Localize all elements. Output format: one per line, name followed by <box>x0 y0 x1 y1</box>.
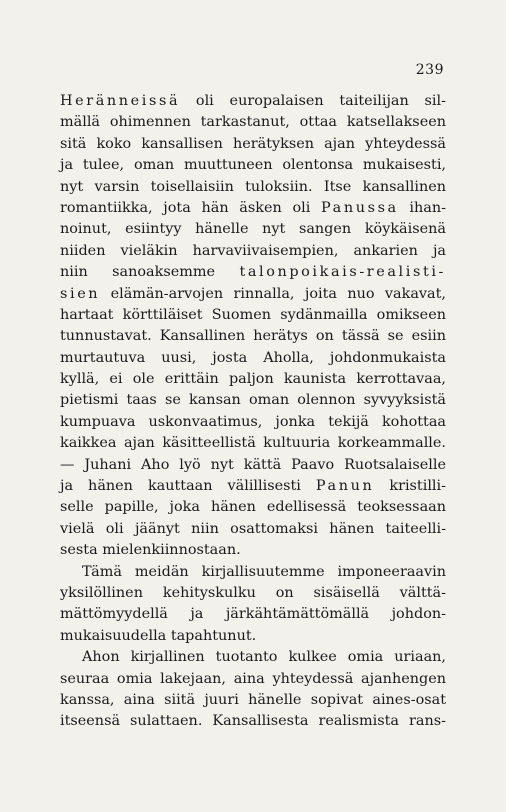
text-run: niin sanoaksemme <box>60 264 240 281</box>
text-line <box>60 284 446 305</box>
text-run: ja tulee, oman muuttuneen olentonsa mukaisesti, <box>60 157 446 174</box>
text-line <box>60 155 446 176</box>
text-line <box>60 540 446 561</box>
page-number: 239 <box>415 62 444 78</box>
text-run: murtautuva uusi, josta Aholla, johdonmukaista <box>60 349 446 366</box>
text-run: kanssa, aina siitä juuri hänelle sopivat aines-osat <box>60 691 446 708</box>
text-run: kyllä, ei ole erittäin paljon kaunista kerrottavaa, <box>60 371 446 388</box>
text-line <box>60 433 446 454</box>
text-line <box>60 198 446 219</box>
spaced-emphasis: talonpoikais-realisti- <box>239 264 446 281</box>
text-run: noinut, esiintyy hänelle nyt sangen köykäisenä <box>60 221 446 238</box>
text-run: sitä koko kansallisen herätyksen ajan yhteydessä <box>60 135 446 152</box>
text-run: seuraa omia lakejaan, aina yhteydessä ajanhengen <box>60 670 446 687</box>
text-line <box>60 476 446 497</box>
text-run: mukaisuudella tapahtunut. <box>60 627 257 644</box>
text-run: pietismi taas se kansan oman olennon syvyyksistä <box>60 392 446 409</box>
text-run: mättömyydellä ja järkähtämättömällä johdon- <box>60 606 446 623</box>
text-line <box>60 219 446 240</box>
text-run: kristilli- <box>374 478 446 495</box>
text-line <box>60 112 446 133</box>
text-line <box>60 177 446 198</box>
text-run: hartaat körttiläiset Suomen sydänmailla omikseen <box>60 306 446 323</box>
text-line <box>60 241 446 262</box>
text-run: elämän-arvojen rinnalla, joita nuo vakavat, <box>100 285 446 302</box>
text-run: romantiikka, jota hän äsken oli <box>60 199 322 216</box>
text-line <box>60 262 446 283</box>
text-line <box>60 455 446 476</box>
text-line <box>60 134 446 155</box>
text-run: yksilöllinen kehityskulku on sisäisellä välttä- <box>60 584 446 601</box>
text-run: ja hänen kauttaan välillisesti <box>60 478 316 495</box>
text-run: — Juhani Aho lyö nyt kättä Paavo Ruotsalaiselle <box>60 456 446 473</box>
text-run: niiden vieläkin harvaviivaisempien, ankarien ja <box>60 242 446 259</box>
text-line <box>60 412 446 433</box>
text-line <box>60 626 446 647</box>
text-run: nyt varsin toisellaisiin tuloksiin. Itse kansallinen <box>60 178 446 195</box>
spaced-emphasis: Heränneissä <box>60 93 181 109</box>
text-line <box>60 647 446 668</box>
text-run: Ahon kirjallinen tuotanto kulkee omia uriaan, <box>82 649 446 666</box>
spaced-emphasis: Panun <box>315 478 375 495</box>
text-run: itseensä sulattaen. Kansallisesta realismista rans- <box>60 713 446 730</box>
text-line <box>60 497 446 518</box>
body-text <box>60 91 446 733</box>
text-line <box>60 583 446 604</box>
spaced-emphasis: sien <box>60 285 101 302</box>
text-run: sesta mielenkiinnostaan. <box>60 542 241 559</box>
text-line <box>60 305 446 326</box>
text-line <box>60 690 446 711</box>
text-line <box>60 369 446 390</box>
text-run: tunnustavat. Kansallinen herätys on tässä se esiin <box>60 328 446 345</box>
text-run: vielä oli jäänyt niin osattomaksi hänen taiteelli- <box>60 520 446 537</box>
text-line <box>60 562 446 583</box>
text-run: oli europalaisen taiteilijan sil- <box>180 93 446 109</box>
text-run: ihan- <box>398 199 447 216</box>
text-run: kaikkea ajan käsitteellistä kultuuria korkeammalle. <box>60 435 446 452</box>
text-line <box>60 390 446 411</box>
text-line <box>60 348 446 369</box>
text-line <box>60 711 446 732</box>
text-line <box>60 669 446 690</box>
text-line <box>60 519 446 540</box>
text-run: kumpuava uskonvaatimus, jonka tekijä kohottaa <box>60 413 446 430</box>
text-run: selle papille, joka hänen edellisessä teoksessaan <box>60 499 446 516</box>
text-line <box>60 604 446 625</box>
text-run: Tämä meidän kirjallisuutemme imponeeraavin <box>82 563 446 580</box>
text-line <box>60 326 446 347</box>
spaced-emphasis: Panussa <box>321 199 399 216</box>
text-run: mällä ohimennen tarkastanut, ottaa katsellakseen <box>60 114 446 131</box>
text-line <box>60 91 446 112</box>
